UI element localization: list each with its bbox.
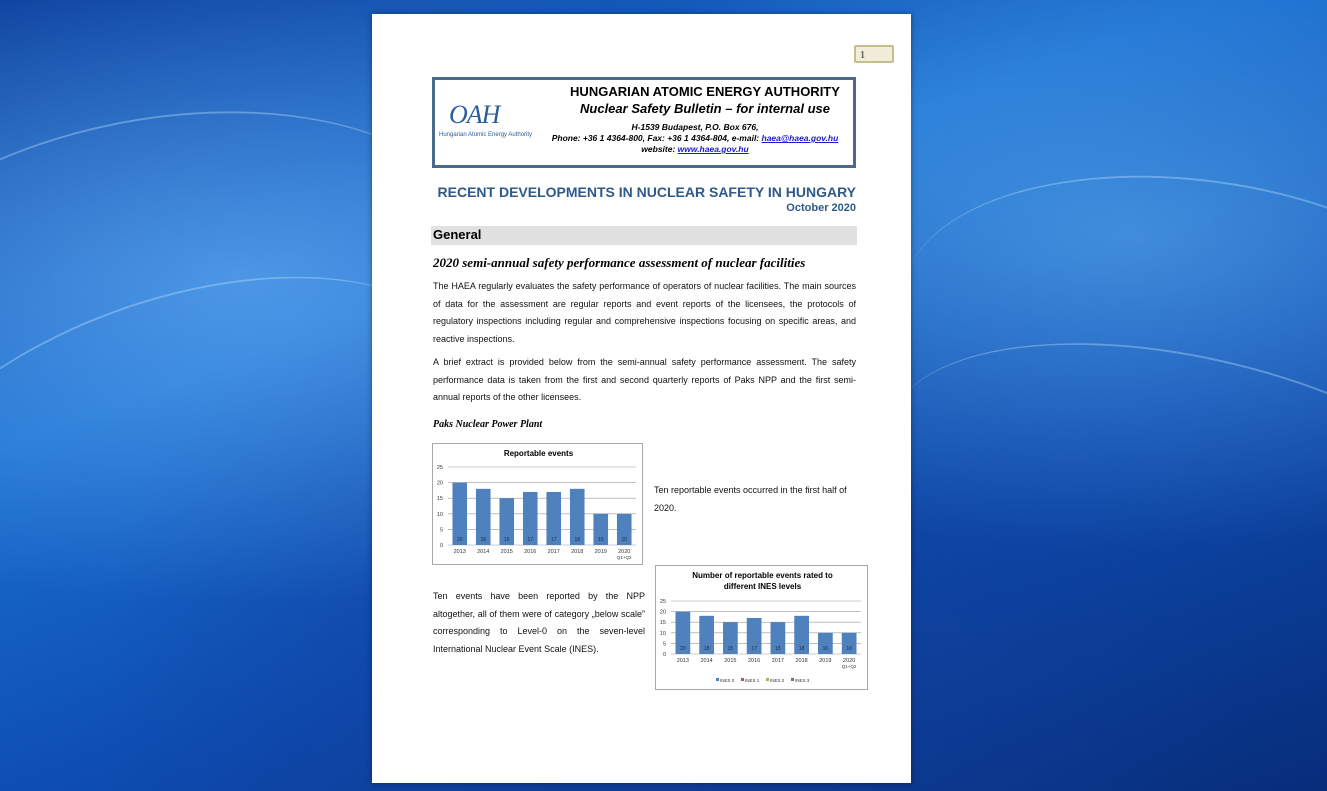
x-tick-label: 2014 xyxy=(477,549,490,555)
logo-caption: Hungarian Atomic Energy Authority xyxy=(439,132,533,138)
chart-title: Number of reportable events rated to xyxy=(692,571,833,580)
website-line xyxy=(535,144,855,155)
bar xyxy=(452,483,467,545)
plant-heading: Paks Nuclear Power Plant xyxy=(433,419,543,430)
chart1-description: Ten reportable events occurred in the first half of 2020. xyxy=(654,485,847,513)
y-tick-label: 15 xyxy=(659,620,666,627)
logo-mark: OAH xyxy=(449,100,500,129)
bulletin-subtitle: Nuclear Safety Bulletin – for internal use xyxy=(580,101,830,116)
y-tick-label: 20 xyxy=(659,609,666,616)
y-tick-label: 0 xyxy=(662,652,666,658)
document-title: RECENT DEVELOPMENTS IN NUCLEAR SAFETY IN HUNGARY xyxy=(437,184,856,200)
document-page xyxy=(372,14,911,783)
chart2-description: Ten events have been reported by the NPP altogether, all of them were of category „below scale” corresponding to Level-0 on the seven-level International Nuclear Event Scale (INES). xyxy=(433,591,645,654)
website-label: website: xyxy=(641,144,678,154)
sub-heading: 2020 semi-annual safety performance assessment of nuclear facilities xyxy=(433,255,806,270)
legend-label: INES 3 xyxy=(795,678,810,683)
x-tick-label: Q1+Q2 xyxy=(841,664,857,669)
x-tick-label: 2016 xyxy=(524,549,537,555)
legend-label: INES 2 xyxy=(770,678,785,683)
legend-swatch xyxy=(766,678,769,681)
page-number: 1 xyxy=(854,45,894,63)
x-tick-label: 2018 xyxy=(571,549,584,555)
section-heading: General xyxy=(433,227,482,242)
y-tick-label: 15 xyxy=(436,496,443,503)
document-date: October 2020 xyxy=(786,202,856,214)
legend-swatch xyxy=(791,678,794,681)
bar-value-label: 10 xyxy=(621,537,628,543)
bar-value-label: 17 xyxy=(751,646,757,652)
ines-levels-svg xyxy=(656,566,869,691)
x-tick-label: 2020 xyxy=(618,549,631,555)
bar-value-label: 18 xyxy=(574,537,581,543)
x-tick-label: 2019 xyxy=(594,549,607,555)
chart-title: different INES levels xyxy=(723,582,802,591)
ines-levels-chart xyxy=(655,565,868,690)
x-tick-label: 2016 xyxy=(748,658,761,664)
reportable-events-chart xyxy=(432,443,643,565)
chart-title: Reportable events xyxy=(503,449,574,458)
bulletin-header xyxy=(432,77,856,168)
legend-swatch xyxy=(716,678,719,681)
y-tick-label: 25 xyxy=(436,465,443,471)
y-tick-label: 0 xyxy=(439,543,443,549)
website-link[interactable]: www.haea.gov.hu xyxy=(677,144,749,154)
bar-value-label: 15 xyxy=(727,646,734,652)
y-tick-label: 10 xyxy=(436,511,443,518)
x-tick-label: 2015 xyxy=(724,658,737,664)
y-tick-label: 5 xyxy=(662,641,666,648)
bar-value-label: 15 xyxy=(503,537,510,543)
bar-value-label: 10 xyxy=(822,646,829,652)
x-tick-label: 2019 xyxy=(819,658,832,664)
x-tick-label: 2017 xyxy=(771,658,784,664)
x-tick-label: 2013 xyxy=(453,549,466,555)
legend-label: INES 0 xyxy=(720,678,735,683)
reportable-events-svg xyxy=(433,444,644,566)
x-tick-label: 2017 xyxy=(547,549,560,555)
email-link[interactable]: haea@haea.gov.hu xyxy=(761,133,839,143)
contact-block xyxy=(535,122,855,155)
x-tick-label: 2018 xyxy=(795,658,808,664)
bar-value-label: 20 xyxy=(680,646,686,652)
phone-fax-line xyxy=(535,133,855,144)
phone-fax-text: Phone: +36 1 4364-800, Fax: +36 1 4364-804, e-mail: xyxy=(551,133,762,143)
bar-value-label: 15 xyxy=(775,646,781,652)
bar-value-label: 18 xyxy=(480,537,487,543)
bar-value-label: 10 xyxy=(597,537,604,543)
paragraph-1: The HAEA regularly evaluates the safety performance of operators of nuclear facilities. The main sources of data for the assessment are regular reports and event reports of the licensees, the protocols of regulatory inspections including regular and comprehensive inspections focusing on specific areas, and reactive inspections. xyxy=(433,281,856,344)
y-tick-label: 10 xyxy=(659,630,666,637)
postal-address: H-1539 Budapest, P.O. Box 676, xyxy=(631,122,759,132)
x-tick-label: 2020 xyxy=(843,658,856,664)
bar-value-label: 18 xyxy=(703,646,710,652)
y-tick-label: 20 xyxy=(436,480,443,487)
haea-logo xyxy=(439,96,531,146)
x-tick-label: 2015 xyxy=(500,549,513,555)
x-tick-label: 2014 xyxy=(700,658,713,664)
y-tick-label: 5 xyxy=(439,527,443,534)
bar-value-label: 17 xyxy=(550,537,557,543)
x-tick-label: Q1+Q2 xyxy=(616,555,632,560)
bar-value-label: 20 xyxy=(456,537,463,543)
paragraph-2: A brief extract is provided below from the semi-annual safety performance assessment. The safety performance data is taken from the first and second quarterly reports of Paks NPP and the first semi-annual reports of the other licensees. xyxy=(433,357,856,402)
bar-value-label: 18 xyxy=(798,646,805,652)
y-tick-label: 25 xyxy=(659,599,666,605)
bar-value-label: 17 xyxy=(527,537,534,543)
x-tick-label: 2013 xyxy=(676,658,689,664)
authority-name: HUNGARIAN ATOMIC ENERGY AUTHORITY xyxy=(570,84,840,99)
legend-swatch xyxy=(741,678,744,681)
section-heading-bar xyxy=(431,226,857,245)
bar-value-label: 10 xyxy=(846,646,852,652)
legend-label: INES 1 xyxy=(745,678,760,683)
